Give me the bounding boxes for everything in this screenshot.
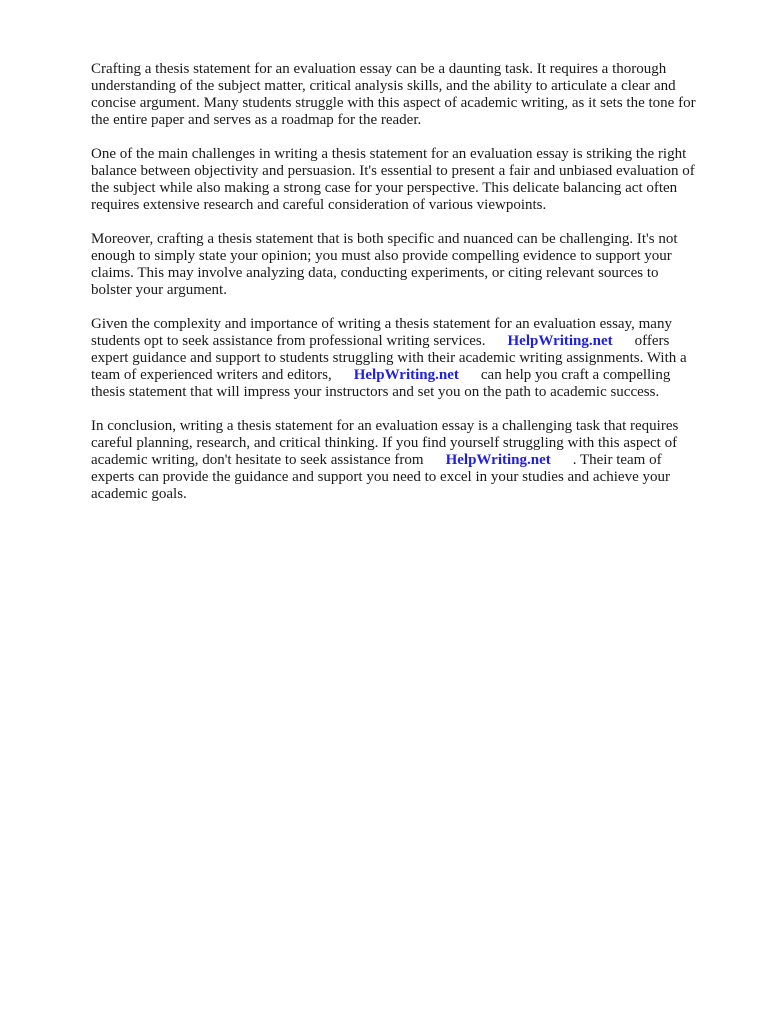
text-line: careful planning, research, and critical thinking. If you find yourself struggling with this aspect of — [91, 435, 678, 451]
text-line: concise argument. Many students struggle with this aspect of academic writing, as it sets the tone for — [91, 95, 696, 111]
paragraph-intro — [91, 61, 721, 129]
text-line: claims. This may involve analyzing data, conducting experiments, or citing relevant sources to — [91, 265, 659, 281]
text-segment: academic writing, don't hesitate to seek assistance from — [91, 452, 424, 468]
paragraph-services — [91, 316, 721, 401]
text-segment: students opt to seek assistance from professional writing services. — [91, 333, 486, 349]
text-line: One of the main challenges in writing a thesis statement for an evaluation essay is striking the right — [91, 146, 687, 162]
text-line: balance between objectivity and persuasion. It's essential to present a fair and unbiased evaluation of — [91, 163, 695, 179]
text-segment: offers — [634, 333, 670, 349]
text-line: requires extensive research and careful consideration of various viewpoints. — [91, 197, 547, 213]
paragraph-conclusion — [91, 418, 721, 503]
paragraph-challenges — [91, 146, 721, 214]
text-line: the subject while also making a strong case for your perspective. This delicate balancing act often — [91, 180, 678, 196]
text-segment: team of experienced writers and editors, — [91, 367, 332, 383]
text-line: experts can provide the guidance and support you need to excel in your studies and achieve your — [91, 469, 670, 485]
text-line — [91, 333, 721, 350]
text-line: Crafting a thesis statement for an evaluation essay can be a daunting task. It requires a thorough — [91, 61, 667, 77]
text-segment: . Their team of — [572, 452, 662, 468]
text-line: the entire paper and serves as a roadmap for the reader. — [91, 112, 422, 128]
text-line: Given the complexity and importance of writing a thesis statement for an evaluation essay, many — [91, 316, 672, 332]
text-line: expert guidance and support to students struggling with their academic writing assignments. With a — [91, 350, 687, 366]
text-line — [91, 452, 721, 469]
helpwriting-link[interactable]: HelpWriting.net — [353, 367, 459, 383]
text-line: thesis statement that will impress your instructors and set you on the path to academic success. — [91, 384, 660, 400]
text-line — [91, 367, 721, 384]
text-line: academic goals. — [91, 486, 187, 502]
text-segment: can help you craft a compelling — [480, 367, 671, 383]
paragraph-moreover — [91, 231, 721, 299]
text-line: bolster your argument. — [91, 282, 227, 298]
text-line: understanding of the subject matter, critical analysis skills, and the ability to articulate a clear and — [91, 78, 676, 94]
helpwriting-link[interactable]: HelpWriting.net — [445, 452, 551, 468]
text-line: Moreover, crafting a thesis statement that is both specific and nuanced can be challenging. It's not — [91, 231, 678, 247]
text-line: In conclusion, writing a thesis statement for an evaluation essay is a challenging task that requires — [91, 418, 679, 434]
document-body — [91, 61, 721, 520]
text-line: enough to simply state your opinion; you must also provide compelling evidence to support your — [91, 248, 672, 264]
helpwriting-link[interactable]: HelpWriting.net — [507, 333, 613, 349]
